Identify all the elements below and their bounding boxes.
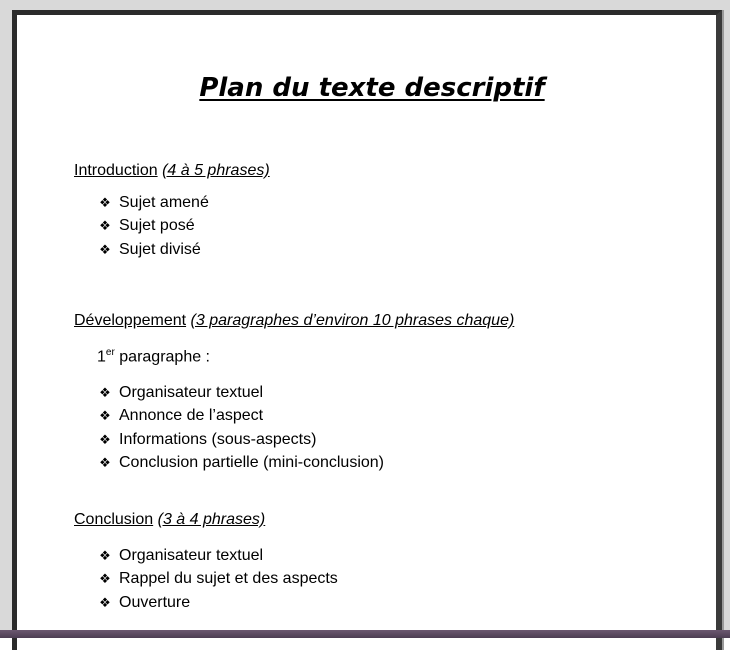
list-item: ❖ Annonce de l’aspect	[97, 404, 384, 427]
diamond-bullet-icon: ❖	[99, 408, 111, 424]
list-item: ❖ Organisateur textuel	[97, 544, 338, 567]
section-name: Développement	[74, 312, 187, 329]
section-name: Introduction	[74, 162, 158, 179]
section-heading-introduction	[74, 162, 270, 180]
conclusion-list	[97, 544, 338, 614]
diamond-bullet-icon: ❖	[99, 385, 111, 400]
section-note: (3 à 4 phrases)	[157, 511, 266, 528]
list-item: ❖ Organisateur textuel	[97, 381, 384, 404]
diamond-bullet-icon: ❖	[99, 548, 111, 563]
list-item: ❖ Sujet posé	[97, 214, 209, 237]
list-item: ❖ Sujet divisé	[97, 238, 209, 261]
diamond-bullet-icon: ❖	[99, 218, 111, 234]
list-item: ❖ Conclusion partielle (mini-conclusion)	[97, 451, 384, 474]
section-note: (3 paragraphes d’environ 10 phrases chaque)	[190, 312, 515, 329]
diamond-bullet-icon: ❖	[99, 454, 111, 470]
developpement-list	[97, 381, 384, 474]
section-heading-conclusion	[74, 511, 265, 529]
list-item: ❖ Sujet amené	[97, 191, 209, 214]
list-item: ❖ Ouverture	[97, 591, 338, 614]
document-title: Plan du texte descriptif	[199, 73, 545, 103]
section-heading-developpement	[74, 312, 514, 330]
section-name: Conclusion	[74, 511, 154, 528]
window-bottom-bar	[0, 630, 730, 638]
list-item: ❖ Rappel du sujet et des aspects	[97, 567, 338, 590]
section-note: (4 à 5 phrases)	[162, 162, 270, 179]
diamond-bullet-icon: ❖	[99, 241, 111, 257]
diamond-bullet-icon: ❖	[99, 571, 111, 587]
introduction-list	[97, 191, 209, 261]
diamond-bullet-icon: ❖	[99, 431, 111, 447]
list-item: ❖ Informations (sous-aspects)	[97, 428, 384, 451]
paragraph-subheading: 1er paragraphe :	[97, 347, 210, 366]
diamond-bullet-icon: ❖	[99, 594, 111, 610]
diamond-bullet-icon: ❖	[99, 195, 111, 210]
document-page	[12, 10, 722, 650]
